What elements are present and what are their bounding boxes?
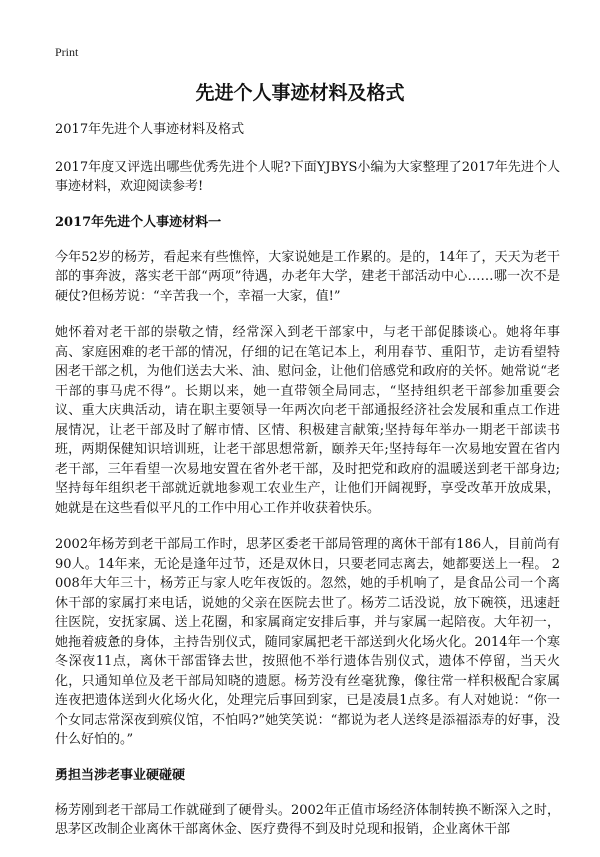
paragraph-3: 2002年杨芳到老干部局工作时，思茅区委老干部局管理的离休干部有186人，目前尚有90人。14年来，无论是逢年过节，还是双休日，只要老同志离去，她都要送上一程。 2008年大年三十，杨芳正与家人吃年夜饭的。忽然，她的手机响了，是食品公司一个离休干部的家属打来电话，说她的父亲在医院去世了。杨芳二话没说，放下碗筷，迅速赶往医院，安抚家属、送上花圈，和家属商定安排后事，并与家属一起陪夜。大年初一，她拖着疲惫的身体，主持告别仪式，随同家属把老干部送到火化场火化。2014年一个寒冬深夜11点，离休干部雷锋去世，按照他不举行遗体告别仪式，遗体不停留，当天火化，只通知单位及老干部局知晓的遗愿。杨芳没有丝毫犹豫，像往常一样积极配合家属连夜把遗体送到火化场火化，处理完后事回到家，已是凌晨1点多。有人对她说：“你一个女同志常深夜到殡仪馆，不怕吗?”她笑笑说：“都说为老人送终是添福添寿的好事，没什么好怕的。” [55, 537, 560, 747]
document-body [55, 120, 560, 857]
intro-paragraph: 2017年度又评选出哪些优秀先进个人呢?下面YJBYS小编为大家整理了2017年先进个人事迹材料，欢迎阅读参考! [55, 159, 560, 194]
document-subtitle: 2017年先进个人事迹材料及格式 [55, 122, 245, 137]
section-heading-2: 勇担当涉老事业硬碰硬 [55, 767, 186, 783]
print-link[interactable]: Print [55, 45, 79, 59]
paragraph-4: 杨芳刚到老干部局工作就碰到了硬骨头。2002年正值市场经济体制转换不断深入之时，思茅区改制企业离休干部离休金、医疗费得不到及时兑现和报销，企业离休干部 [55, 802, 560, 837]
section-heading-1: 2017年先进个人事迹材料一 [55, 214, 222, 230]
document-title: 先进个人事迹材料及格式 [195, 82, 405, 104]
paragraph-1: 今年52岁的杨芳，看起来有些憔悴，大家说她是工作累的。是的，14年了，天天为老干部的事奔波，落实老干部“两项”待遇，办老年大学，建老干部活动中心……哪一次不是硬仗?但杨芳说：“辛苦我一个，幸福一大家，值!” [55, 249, 560, 304]
paragraph-2: 她怀着对老干部的崇敬之情，经常深入到老干部家中，与老干部促膝谈心。她将年事高、家庭困难的老干部的情况，仔细的记在笔记本上，利用春节、重阳节，走访看望特困老干部之机，为他们送去大米、油、慰问金，让他们倍感党和政府的关怀。她常说“老干部的事马虎不得”。长期以来，她一直带领全局同志，“坚持组织老干部参加重要会议、重大庆典活动，请在职主要领导一年两次向老干部通报经济社会发展和重点工作进展情况，让老干部及时了解市情、区情、积极建言献策;坚持每年举办一期老干部读书班，两期保健知识培训班，让老干部思想常新，颐养天年;坚持每年一次易地安置在省内老干部，三年看望一次易地安置在省外老干部，及时把党和政府的温暖送到老干部身边;坚持每年组织老干部就近就地参观工农业生产，让他们开阔视野，享受改革开放成果，她就是在这些看似平凡的工作中用心工作并收获着快乐。 [55, 325, 560, 516]
